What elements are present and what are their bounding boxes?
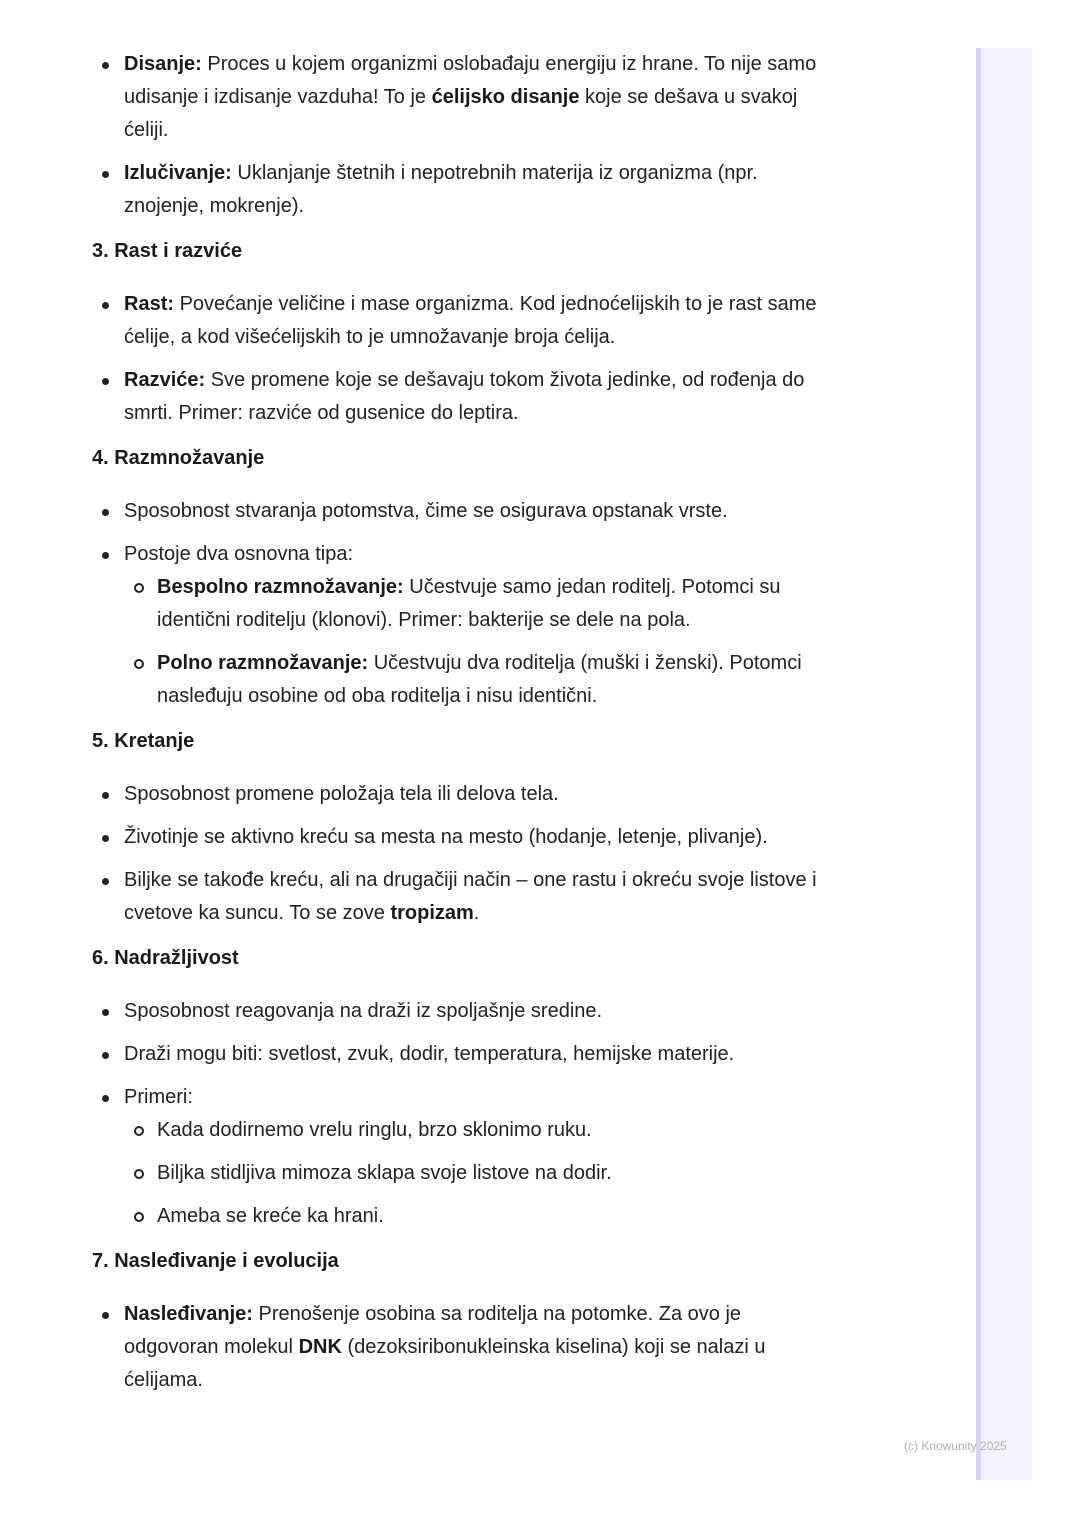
text-polno: Učestvuju dva roditelja (muški i ženski). Potomci nasleđuju osobine od oba roditelja i nisu identični. <box>157 652 802 707</box>
list-item-sposobnost-potomstva: Sposobnost stvaranja potomstva, čime se osigurava opstanak vrste. <box>92 495 837 528</box>
bold-celijsko-disanje: ćelijsko disanje <box>431 86 580 108</box>
sublist-item-ringla: Kada dodirnemo vrelu ringlu, brzo sklonimo ruku. <box>124 1114 837 1147</box>
kretanje-list <box>92 778 837 930</box>
sidebar-accent-line <box>976 48 981 1480</box>
heading-nadrazljivost: 6. Nadražljivost <box>92 947 239 969</box>
heading-rast-i-razvice: 3. Rast i razviće <box>92 240 243 262</box>
list-item-primeri <box>92 1081 837 1233</box>
text-razvice: Sve promene koje se dešavaju tokom života jedinke, od rođenja do smrti. Primer: razviće od gusenice do leptira. <box>124 369 805 424</box>
list-item-nasledjivanje <box>92 1298 837 1397</box>
text-rast: Povećanje veličine i mase organizma. Kod jednoćelijskih to je rast same ćelije, a kod višećelijskih to je umnožavanje broja ćelija. <box>124 293 817 348</box>
bold-tropizam: tropizam <box>390 902 474 924</box>
text-izlucivanje: Uklanjanje štetnih i nepotrebnih materija iz organizma (npr. znojenje, mokrenje). <box>124 162 758 217</box>
primeri-sublist <box>124 1114 837 1233</box>
heading-nasledjivanje: 7. Nasleđivanje i evolucija <box>92 1250 339 1272</box>
sublist-item-ameba: Ameba se kreće ka hrani. <box>124 1200 837 1233</box>
text-nasledjivanje-2: (dezoksiribonukleinska kiselina) koji se nalazi u ćelijama. <box>124 1336 766 1391</box>
watermark: (c) Knowunity 2025 <box>904 1439 1007 1453</box>
term-polno: Polno razmnožavanje: <box>157 652 369 674</box>
text-primeri: Primeri: <box>124 1086 193 1108</box>
list-item-reagovanje: Sposobnost reagovanja na draži iz spoljašnje sredine. <box>92 995 837 1028</box>
list-item-drazi: Draži mogu biti: svetlost, zvuk, dodir, temperatura, hemijske materije. <box>92 1038 837 1071</box>
term-disanje: Disanje: <box>124 53 202 75</box>
heading-kretanje: 5. Kretanje <box>92 730 195 752</box>
list-item-rast <box>92 288 837 354</box>
nasledjivanje-list <box>92 1298 837 1397</box>
sublist-item-polno <box>124 647 837 713</box>
text-biljke: Biljke se takođe kreću, ali na drugačiji način – one rastu i okreću svoje listove i cvetove ka suncu. To se zove <box>124 869 817 924</box>
page-sidebar <box>976 48 1032 1480</box>
sublist-item-bespolno <box>124 571 837 637</box>
bold-dnk: DNK <box>298 1336 342 1358</box>
term-bespolno: Bespolno razmnožavanje: <box>157 576 404 598</box>
razmnozavanje-sublist <box>124 571 837 713</box>
sublist-item-mimoza: Biljka stidljiva mimoza sklapa svoje listove na dodir. <box>124 1157 837 1190</box>
list-item-biljke <box>92 864 837 930</box>
heading-razmnozavanje: 4. Razmnožavanje <box>92 447 265 469</box>
document-body <box>92 48 837 1407</box>
text-biljke-end: . <box>473 902 480 924</box>
list-item-izlucivanje <box>92 157 837 223</box>
term-nasledjivanje: Nasleđivanje: <box>124 1303 253 1325</box>
razmnozavanje-list <box>92 495 837 713</box>
list-item-promena-polozaja: Sposobnost promene položaja tela ili delova tela. <box>92 778 837 811</box>
list-item-zivotinje: Životinje se aktivno kreću sa mesta na mesto (hodanje, letenje, plivanje). <box>92 821 837 854</box>
term-rast: Rast: <box>124 293 175 315</box>
text-dva-tipa: Postoje dva osnovna tipa: <box>124 543 354 565</box>
text-nasledjivanje-1: Prenošenje osobina sa roditelja na potomke. Za ovo je odgovoran molekul <box>124 1303 742 1358</box>
intro-list <box>92 48 837 223</box>
term-izlucivanje: Izlučivanje: <box>124 162 232 184</box>
term-razvice: Razviće: <box>124 369 206 391</box>
list-item-dva-tipa <box>92 538 837 713</box>
list-item-razvice <box>92 364 837 430</box>
list-item-disanje <box>92 48 837 147</box>
text-bespolno: Učestvuje samo jedan roditelj. Potomci su identični roditelju (klonovi). Primer: bakterije se dele na pola. <box>157 576 781 631</box>
rast-list <box>92 288 837 430</box>
text-disanje-1: Proces u kojem organizmi oslobađaju energiju iz hrane. To nije samo udisanje i izdisanje vazduha! To je <box>124 53 817 108</box>
nadrazljivost-list <box>92 995 837 1233</box>
text-disanje-2: koje se dešava u svakoj ćeliji. <box>124 86 798 141</box>
